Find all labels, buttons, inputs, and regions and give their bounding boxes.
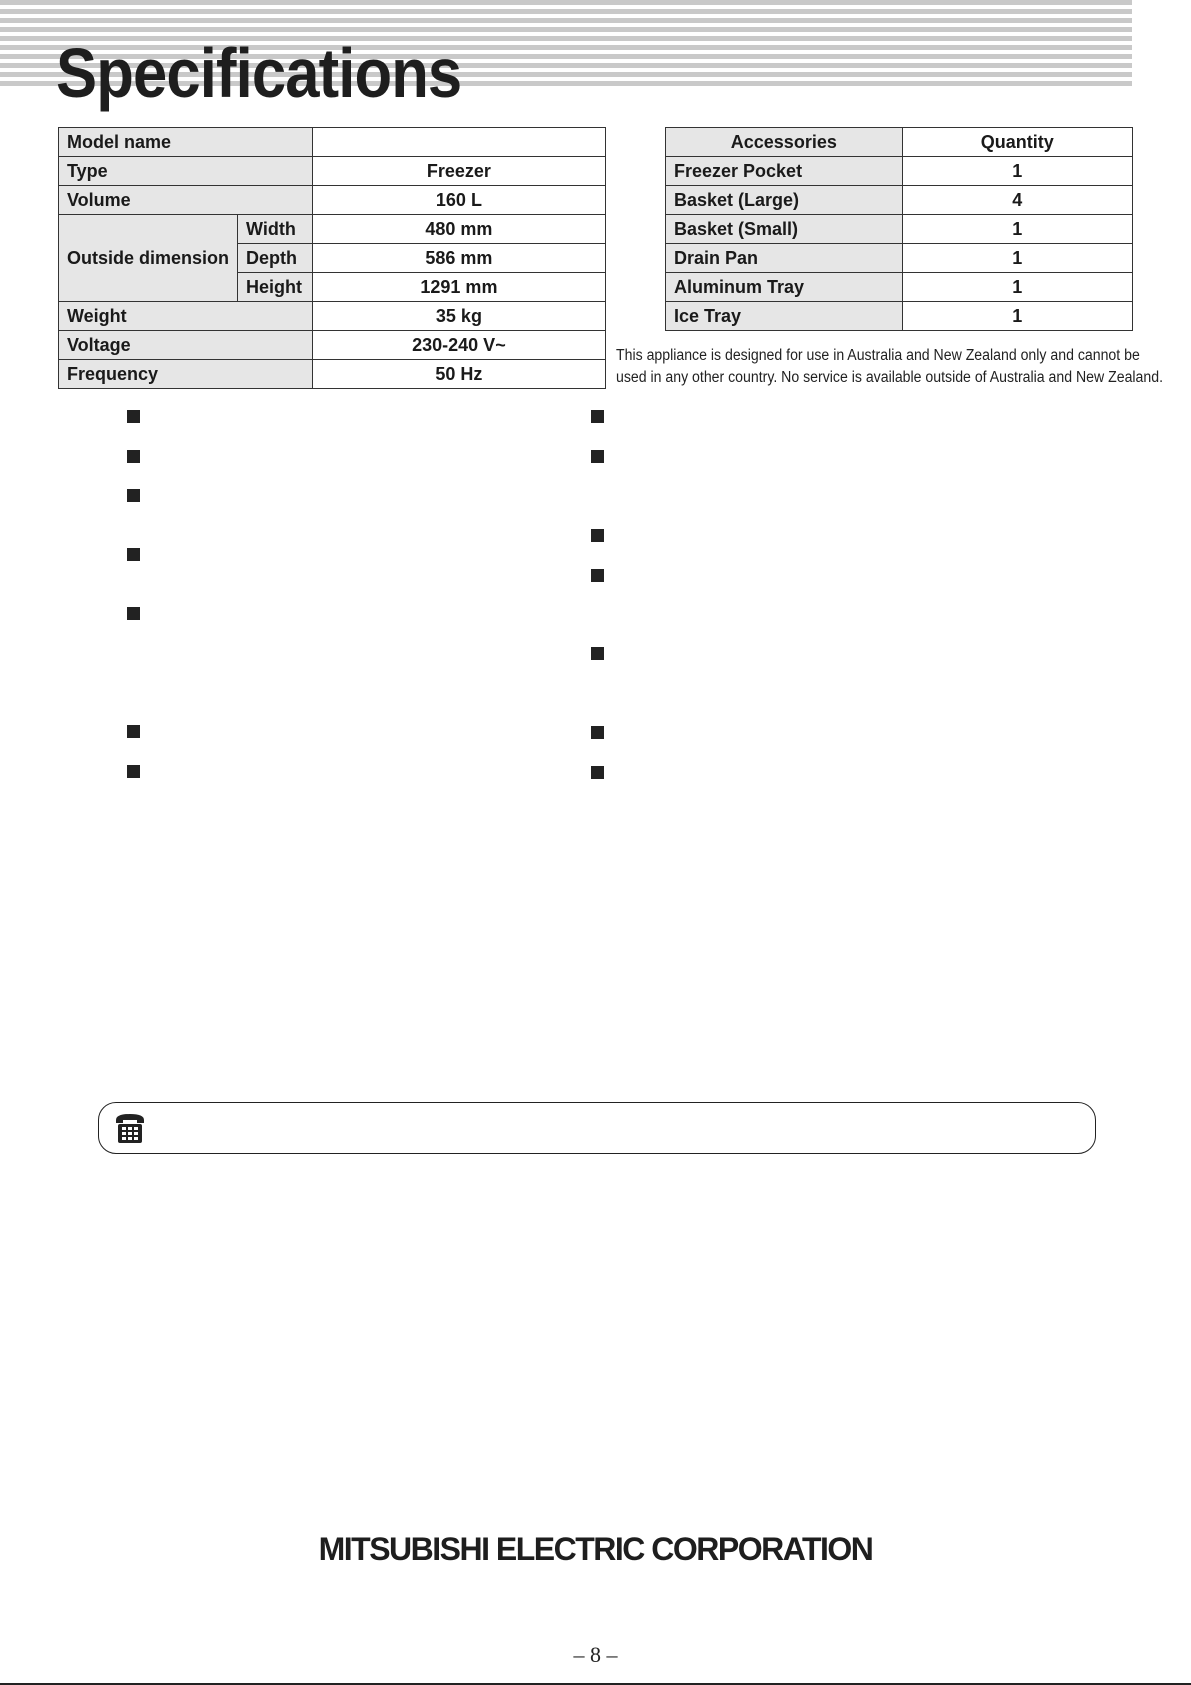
square-bullet-icon bbox=[127, 410, 140, 423]
square-bullet-icon bbox=[591, 529, 604, 542]
weight-label: Weight bbox=[59, 302, 313, 331]
square-bullet-icon bbox=[591, 647, 604, 660]
table-row bbox=[59, 331, 606, 360]
type-value: Freezer bbox=[312, 157, 605, 186]
square-bullet-icon bbox=[591, 766, 604, 779]
quantity-header: Quantity bbox=[902, 128, 1132, 157]
depth-value: 586 mm bbox=[312, 244, 605, 273]
voltage-value: 230-240 V~ bbox=[312, 331, 605, 360]
region-notice-line: used in any other country. No service is available outside of Australia and New Zealand. bbox=[616, 369, 1164, 386]
contact-box bbox=[98, 1102, 1096, 1154]
accessory-qty: 1 bbox=[902, 215, 1132, 244]
accessory-qty: 4 bbox=[902, 186, 1132, 215]
accessories-table bbox=[665, 127, 1133, 331]
type-label: Type bbox=[59, 157, 313, 186]
table-header-row bbox=[666, 128, 1133, 157]
table-row bbox=[666, 273, 1133, 302]
accessory-name: Basket (Small) bbox=[666, 215, 903, 244]
square-bullet-icon bbox=[591, 569, 604, 582]
table-row bbox=[59, 215, 606, 244]
accessory-qty: 1 bbox=[902, 157, 1132, 186]
region-notice bbox=[616, 345, 1164, 389]
frequency-label: Frequency bbox=[59, 360, 313, 389]
accessory-qty: 1 bbox=[902, 302, 1132, 331]
specifications-table bbox=[58, 127, 606, 389]
accessory-name: Drain Pan bbox=[666, 244, 903, 273]
accessory-qty: 1 bbox=[902, 244, 1132, 273]
table-row bbox=[666, 302, 1133, 331]
model-name-label: Model name bbox=[59, 128, 313, 157]
accessory-name: Basket (Large) bbox=[666, 186, 903, 215]
volume-label: Volume bbox=[59, 186, 313, 215]
width-label: Width bbox=[238, 215, 313, 244]
accessory-name: Freezer Pocket bbox=[666, 157, 903, 186]
model-name-value bbox=[312, 128, 605, 157]
table-row bbox=[59, 157, 606, 186]
outside-dimension-label: Outside dimension bbox=[59, 215, 238, 302]
table-row bbox=[59, 128, 606, 157]
depth-label: Depth bbox=[238, 244, 313, 273]
voltage-label: Voltage bbox=[59, 331, 313, 360]
table-row bbox=[666, 186, 1133, 215]
page-number: – 8 – bbox=[573, 1642, 618, 1667]
square-bullet-icon bbox=[127, 489, 140, 502]
square-bullet-icon bbox=[127, 607, 140, 620]
weight-value: 35 kg bbox=[312, 302, 605, 331]
page-title: Specifications bbox=[56, 34, 462, 112]
accessory-name: Aluminum Tray bbox=[666, 273, 903, 302]
square-bullet-icon bbox=[127, 725, 140, 738]
square-bullet-icon bbox=[591, 450, 604, 463]
brand-name: MITSUBISHI ELECTRIC CORPORATION bbox=[318, 1531, 873, 1567]
telephone-icon bbox=[113, 1111, 147, 1145]
table-row bbox=[666, 244, 1133, 273]
height-label: Height bbox=[238, 273, 313, 302]
height-value: 1291 mm bbox=[312, 273, 605, 302]
region-notice-line: This appliance is designed for use in Australia and New Zealand only and cannot be bbox=[616, 347, 1140, 364]
square-bullet-icon bbox=[127, 450, 140, 463]
square-bullet-icon bbox=[591, 726, 604, 739]
table-row bbox=[59, 186, 606, 215]
square-bullet-icon bbox=[127, 765, 140, 778]
accessory-name: Ice Tray bbox=[666, 302, 903, 331]
square-bullet-icon bbox=[591, 410, 604, 423]
accessory-qty: 1 bbox=[902, 273, 1132, 302]
table-row bbox=[666, 157, 1133, 186]
square-bullet-icon bbox=[127, 548, 140, 561]
width-value: 480 mm bbox=[312, 215, 605, 244]
accessories-header: Accessories bbox=[666, 128, 903, 157]
frequency-value: 50 Hz bbox=[312, 360, 605, 389]
table-row bbox=[666, 215, 1133, 244]
volume-value: 160 L bbox=[312, 186, 605, 215]
table-row bbox=[59, 302, 606, 331]
table-row bbox=[59, 360, 606, 389]
